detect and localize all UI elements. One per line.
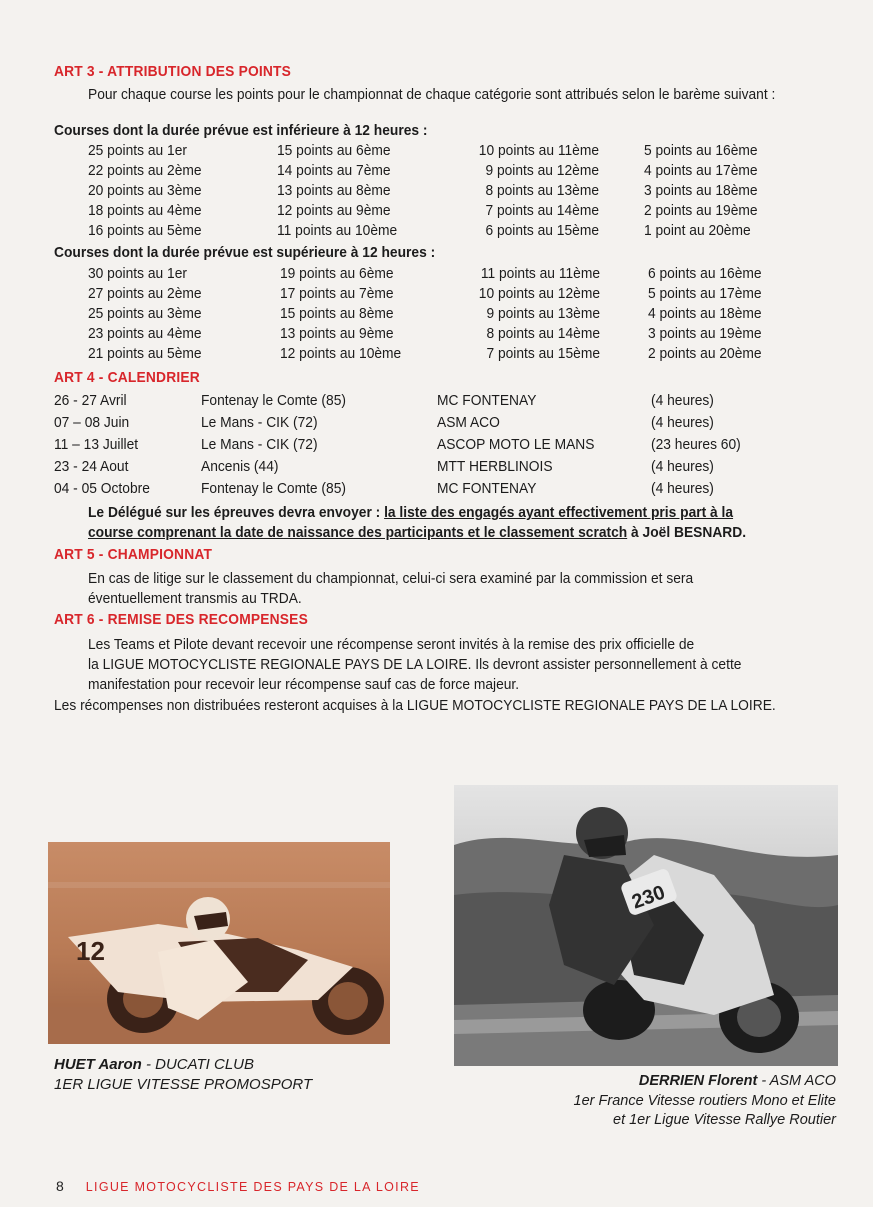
- short-races-heading: Courses dont la durée prévue est inférieure à 12 heures :: [54, 122, 428, 139]
- caption-derrien-line-1: [620, 1073, 836, 1089]
- calendar-row-cell: 23 - 24 Aout: [54, 458, 129, 475]
- points-row-cell: 19 points au 6ème: [280, 265, 394, 282]
- points-row-cell: 4 points au 18ème: [648, 305, 762, 322]
- art3-intro: Pour chaque course les points pour le championnat de chaque catégorie sont attribués selon le barème suivant :: [88, 86, 776, 103]
- points-row-cell: 3 points au 19ème: [648, 325, 762, 342]
- art6-title: ART 6 - REMISE DES RECOMPENSES: [54, 611, 308, 628]
- art4-title: ART 4 - CALENDRIER: [54, 369, 200, 386]
- points-row-cell: 15 points au 8ème: [280, 305, 394, 322]
- art3-title: ART 3 - ATTRIBUTION DES POINTS: [54, 63, 292, 80]
- points-row-cell: 11 points au 11ème: [480, 265, 600, 282]
- delegate-note-underline-2: course comprenant la date de naissance des participants et le classement scratch: [88, 524, 628, 541]
- points-row-cell: 5 points au 16ème: [644, 142, 758, 159]
- motorcycle-photo-sepia: [48, 842, 390, 1044]
- art6-line-3: manifestation pour recevoir leur récompense sauf cas de force majeur.: [88, 676, 520, 693]
- art5-text: [88, 569, 693, 609]
- caption-derrien-line-3: et 1er Ligue Vitesse Rallye Routier: [613, 1112, 836, 1128]
- points-row-cell: 8 points au 14ème: [486, 325, 600, 342]
- page-number: 8: [56, 1178, 64, 1194]
- art5-title: ART 5 - CHAMPIONNAT: [54, 546, 213, 563]
- calendar-row-cell: (4 heures): [651, 392, 714, 409]
- points-row-cell: 4 points au 17ème: [644, 162, 758, 179]
- points-row-cell: 13 points au 8ème: [277, 182, 391, 199]
- page-footer: [56, 1178, 420, 1194]
- art5-line-2: éventuellement transmis au TRDA.: [88, 590, 302, 607]
- delegate-note: [88, 503, 842, 543]
- long-races-heading: Courses dont la durée prévue est supérieure à 12 heures :: [54, 244, 436, 261]
- bike-number-right: 230: [629, 881, 668, 914]
- art6-line-4: Les récompenses non distribuées resteront acquises à la LIGUE MOTOCYCLISTE REGIONALE PAYS DE LA LOIRE.: [54, 697, 776, 714]
- points-row-cell: 7 points au 15ème: [486, 345, 600, 362]
- calendar-row-cell: Ancenis (44): [201, 458, 279, 475]
- motorcycle-photo-bw: [454, 785, 838, 1066]
- points-row-cell: 10 points au 12ème: [478, 285, 600, 302]
- footer-org: LIGUE MOTOCYCLISTE DES PAYS DE LA LOIRE: [85, 1180, 420, 1194]
- art5-line-1: En cas de litige sur le classement du championnat, celui-ci sera examiné par la commission et sera: [88, 570, 694, 587]
- points-row-cell: 5 points au 17ème: [648, 285, 762, 302]
- calendar-row-cell: (4 heures): [651, 458, 714, 475]
- art6-line-1: Les Teams et Pilote devant recevoir une récompense seront invités à la remise des prix officielle de: [88, 636, 695, 653]
- points-row-cell: 9 points au 13ème: [486, 305, 600, 322]
- calendar-row-cell: 07 – 08 Juin: [54, 414, 130, 431]
- points-row-cell: 20 points au 3ème: [88, 182, 202, 199]
- calendar-row-cell: 26 - 27 Avril: [54, 392, 127, 409]
- points-row-cell: 12 points au 9ème: [277, 202, 391, 219]
- photo-huet: [48, 842, 390, 1044]
- caption-derrien-club: - ASM ACO: [757, 1073, 836, 1089]
- bike-number-left: 12: [76, 936, 105, 966]
- points-row-cell: 25 points au 1er: [88, 142, 187, 159]
- calendar-row-cell: 04 - 05 Octobre: [54, 480, 150, 497]
- delegate-note-lead: Le Délégué sur les épreuves devra envoyer :: [88, 504, 381, 521]
- caption-derrien-name: DERRIEN Florent: [638, 1073, 758, 1089]
- calendar-row-cell: (23 heures 60): [651, 436, 741, 453]
- calendar-row-cell: MC FONTENAY: [437, 480, 537, 497]
- art6-line-2: la LIGUE MOTOCYCLISTE REGIONALE PAYS DE LA LOIRE. Ils devront assister personnellement à cette: [88, 656, 742, 673]
- delegate-note-tail: à Joël BESNARD.: [631, 524, 747, 541]
- points-row-cell: 6 points au 16ème: [648, 265, 762, 282]
- points-row-cell: 2 points au 20ème: [648, 345, 762, 362]
- points-row-cell: 12 points au 10ème: [280, 345, 402, 362]
- calendar-row-cell: (4 heures): [651, 480, 714, 497]
- points-row-cell: 30 points au 1er: [88, 265, 187, 282]
- photo-derrien: [454, 785, 838, 1066]
- points-row-cell: 7 points au 14ème: [485, 202, 599, 219]
- points-row-cell: 23 points au 4ème: [88, 325, 202, 342]
- points-row-cell: 16 points au 5ème: [88, 222, 202, 239]
- caption-huet-club: - DUCATI CLUB: [141, 1056, 255, 1073]
- calendar-row-cell: Fontenay le Comte (85): [201, 392, 346, 409]
- points-row-cell: 8 points au 13ème: [485, 182, 599, 199]
- points-row-cell: 6 points au 15ème: [485, 222, 599, 239]
- points-row-cell: 17 points au 7ème: [280, 285, 394, 302]
- points-row-cell: 25 points au 3ème: [88, 305, 202, 322]
- points-row-cell: 18 points au 4ème: [88, 202, 202, 219]
- caption-huet-line-2: 1ER LIGUE VITESSE PROMOSPORT: [54, 1076, 313, 1093]
- points-row-cell: 15 points au 6ème: [277, 142, 391, 159]
- points-row-cell: 22 points au 2ème: [88, 162, 202, 179]
- delegate-note-underline-1: la liste des engagés ayant effectivement pris part à la: [384, 504, 734, 521]
- caption-huet-line-1: [54, 1056, 254, 1073]
- calendar-row-cell: (4 heures): [651, 414, 714, 431]
- points-row-cell: 9 points au 12ème: [485, 162, 599, 179]
- caption-huet-name: HUET Aaron: [54, 1056, 142, 1073]
- calendar-row-cell: ASCOP MOTO LE MANS: [437, 436, 595, 453]
- points-row-cell: 21 points au 5ème: [88, 345, 202, 362]
- calendar-row-cell: MTT HERBLINOIS: [437, 458, 553, 475]
- art6-text: [88, 635, 741, 695]
- calendar-row-cell: Le Mans - CIK (72): [201, 414, 318, 431]
- points-row-cell: 27 points au 2ème: [88, 285, 202, 302]
- points-row-cell: 2 points au 19ème: [644, 202, 758, 219]
- points-row-cell: 14 points au 7ème: [277, 162, 391, 179]
- points-row-cell: 1 point au 20ème: [644, 222, 751, 239]
- calendar-row-cell: Fontenay le Comte (85): [201, 480, 346, 497]
- points-row-cell: 3 points au 18ème: [644, 182, 758, 199]
- calendar-row-cell: 11 – 13 Juillet: [54, 436, 139, 453]
- caption-derrien-line-2: 1er France Vitesse routiers Mono et Elite: [573, 1093, 836, 1109]
- calendar-row-cell: Le Mans - CIK (72): [201, 436, 318, 453]
- points-row-cell: 10 points au 11ème: [478, 142, 599, 159]
- calendar-row-cell: MC FONTENAY: [437, 392, 537, 409]
- points-row-cell: 11 points au 10ème: [277, 222, 398, 239]
- points-row-cell: 13 points au 9ème: [280, 325, 394, 342]
- calendar-row-cell: ASM ACO: [437, 414, 500, 431]
